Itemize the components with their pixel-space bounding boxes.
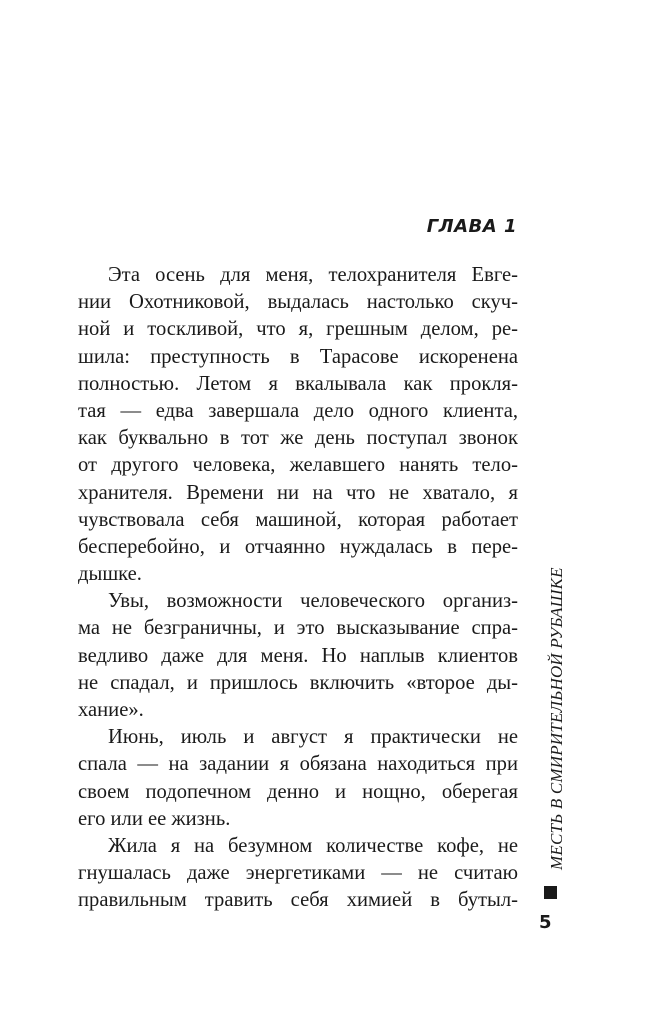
- text-line: гнушалась даже энергетиками — не считаю: [78, 862, 518, 885]
- paragraph-4: [78, 833, 518, 915]
- text-line: хранителя. Времени ни на что не хватало, я: [78, 481, 518, 504]
- square-marker-icon: [544, 886, 557, 899]
- text-line: не спадал, и пришлось включить «второе ды-: [78, 671, 518, 694]
- text-line: как буквально в тот же день поступал звонок: [78, 427, 518, 450]
- text-line: правильным травить себя химией в бутыл-: [78, 889, 518, 912]
- text-line: Жила я на безумном количестве кофе, не: [108, 834, 518, 857]
- running-head: МЕСТЬ В СМИРИТЕЛЬНОЙ РУБАШКЕ: [547, 567, 566, 870]
- text-line: Июнь, июль и август я практически не: [108, 726, 518, 749]
- text-line: своем подопечном денно и нощно, оберегая: [78, 780, 518, 803]
- text-line: шила: преступность в Тарасове искоренена: [78, 345, 518, 368]
- paragraph-3: [78, 724, 518, 833]
- chapter-title: ГЛАВА 1: [426, 216, 517, 237]
- text-line: нии Охотниковой, выдалась настолько скуч-: [78, 291, 518, 314]
- text-line: Эта осень для меня, телохранителя Евге-: [108, 264, 518, 286]
- text-line: ма не безграничны, и это высказывание спра-: [78, 617, 518, 640]
- text-line: полностью. Летом я вкалывала как прокля-: [78, 372, 518, 395]
- paragraph-1: [78, 262, 518, 588]
- text-line: от другого человека, желавшего нанять тело-: [78, 454, 518, 477]
- text-line: ведливо даже для меня. Но наплыв клиентов: [78, 644, 518, 667]
- text-line-last: дышке.: [78, 563, 142, 586]
- text-line: ной и тоскливой, что я, грешным делом, ре-: [78, 318, 518, 341]
- text-line-last: хание».: [78, 699, 144, 721]
- body-text: [78, 262, 518, 915]
- page-number: 5: [539, 912, 552, 933]
- text-line: бесперебойно, и отчаянно нуждалась в пере-: [78, 535, 518, 558]
- paragraph-2: [78, 588, 518, 724]
- text-line-last: его или ее жизнь.: [78, 807, 231, 830]
- text-line: Увы, возможности человеческого организ-: [108, 590, 518, 613]
- text-line: спала — на задании я обязана находиться при: [78, 753, 518, 776]
- text-line: тая — едва завершала дело одного клиента,: [78, 399, 518, 422]
- text-line: чувствовала себя машиной, которая работает: [78, 508, 518, 531]
